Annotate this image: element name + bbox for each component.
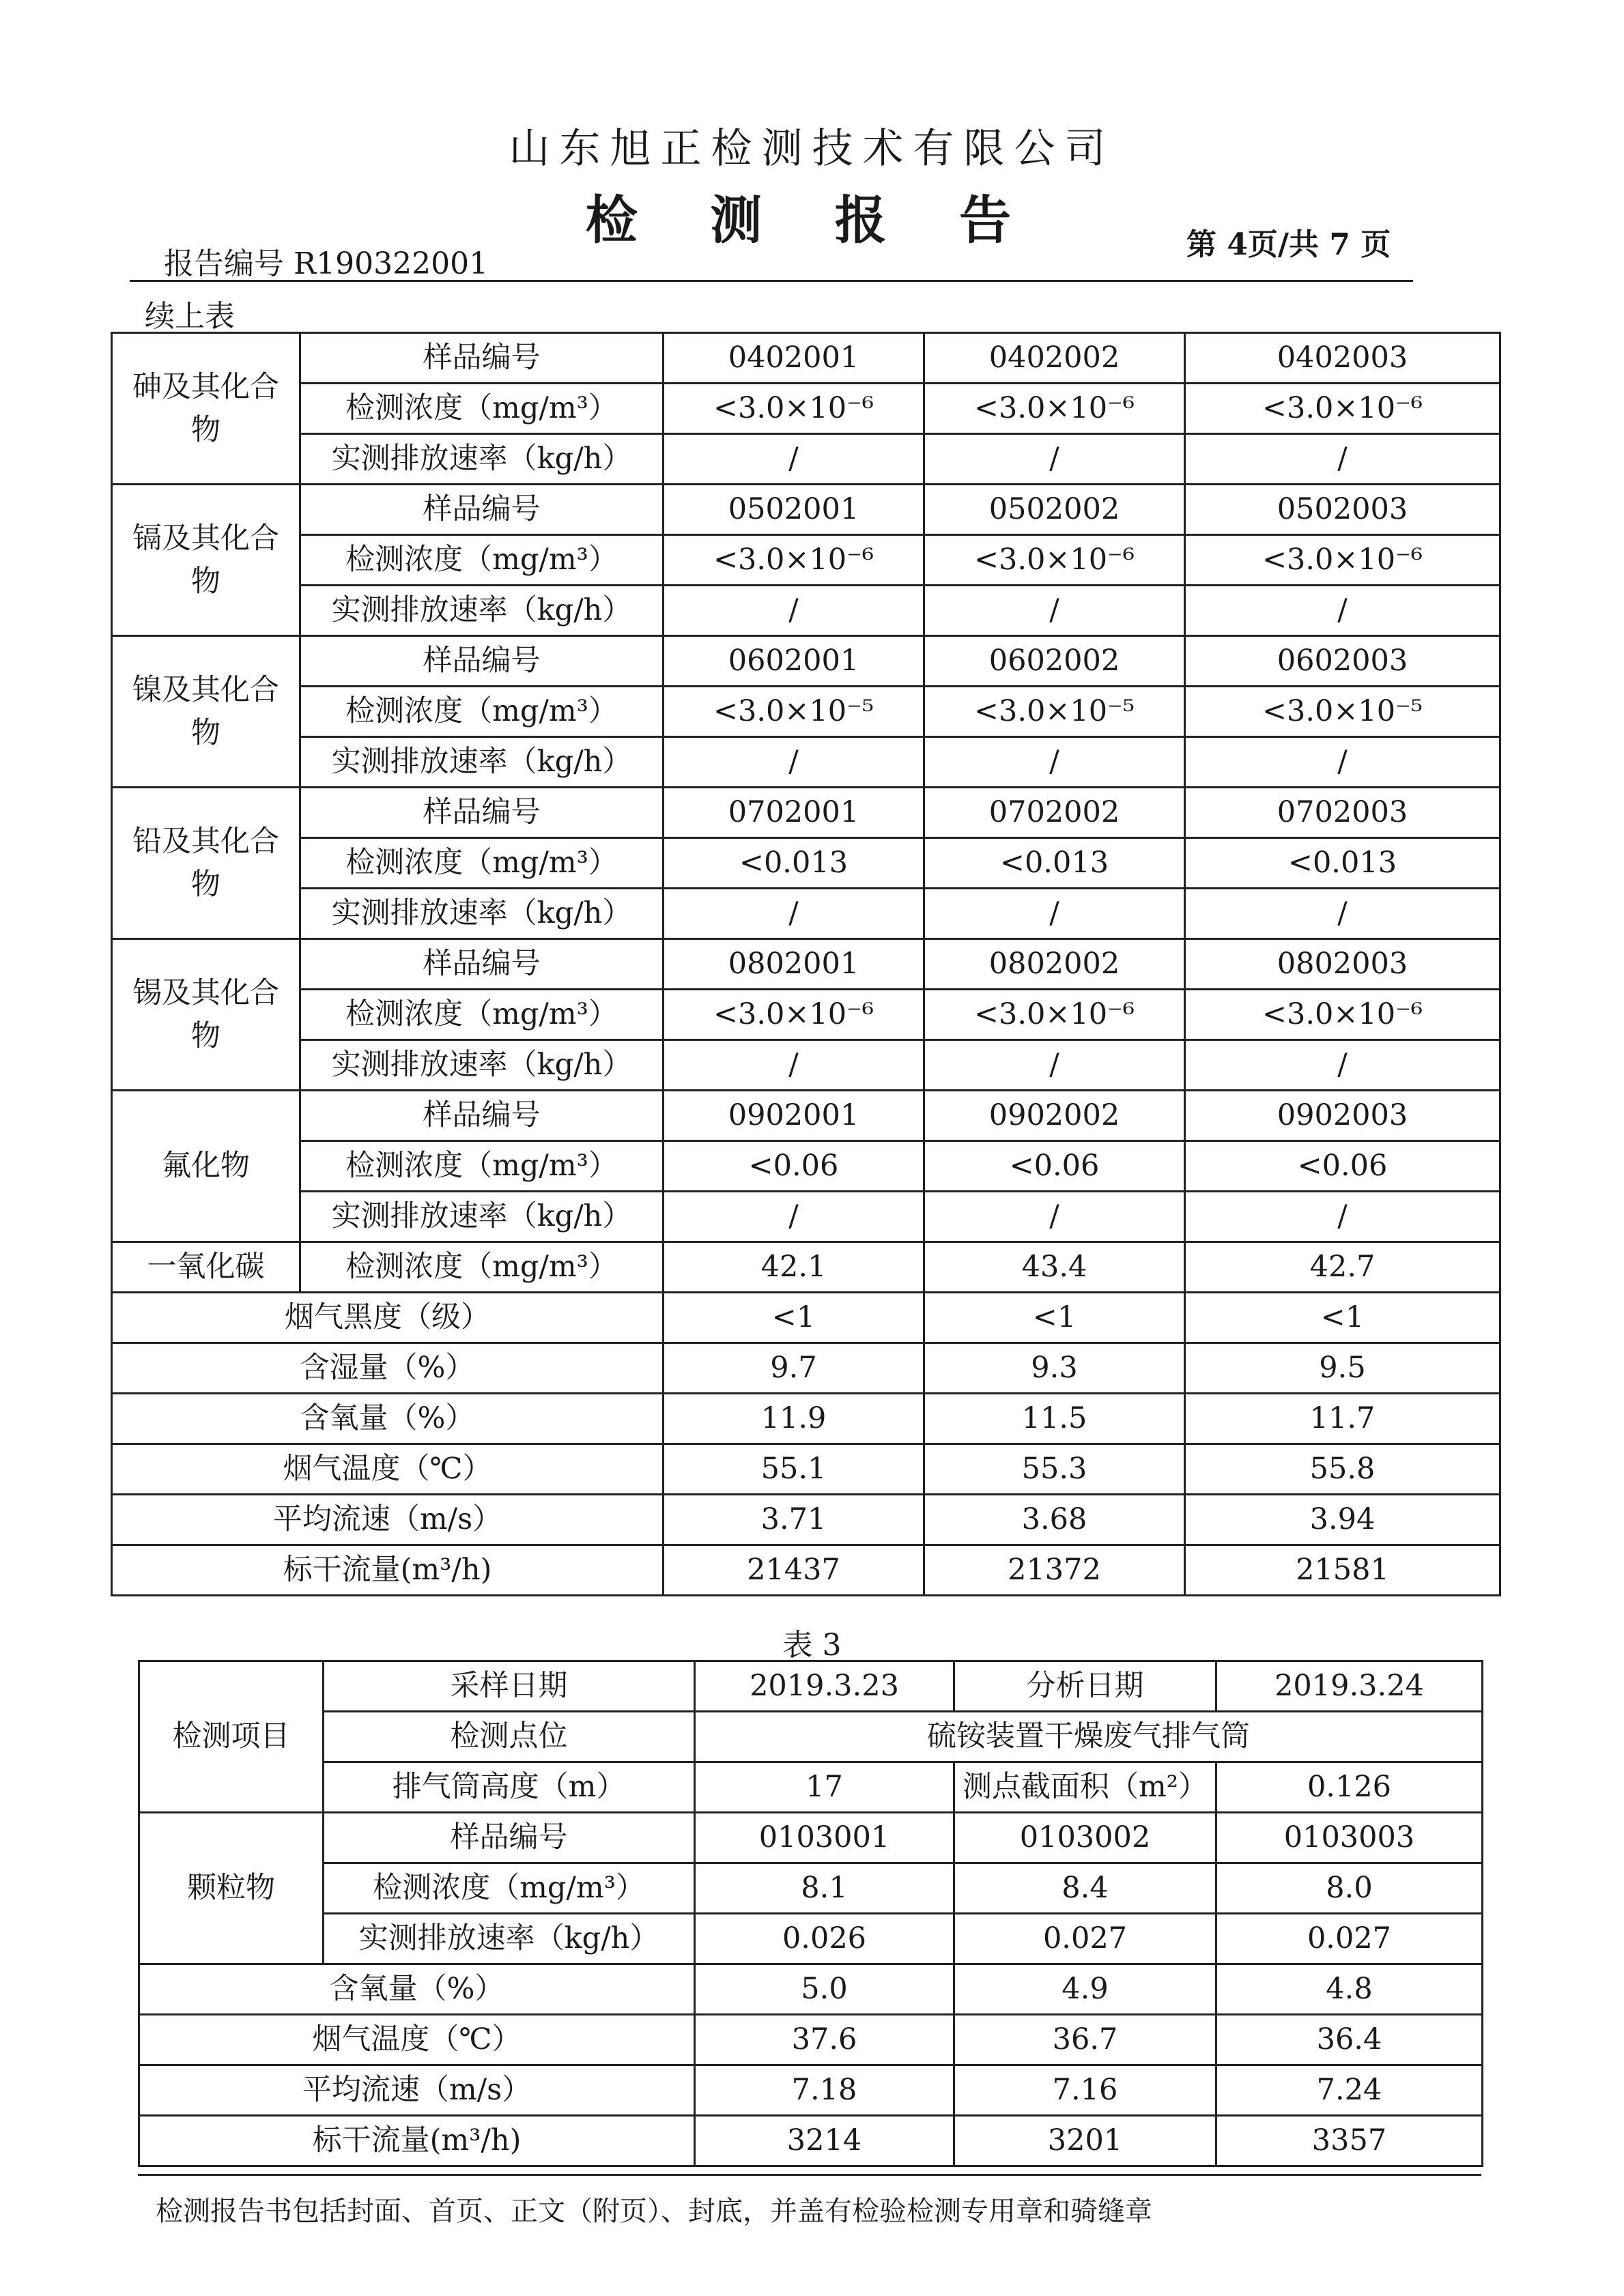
row-label: 检测浓度（mg/m³） [300,384,664,434]
row-label: 排气筒高度（m） [324,1762,695,1813]
cell-value: <0.013 [924,838,1185,889]
row-label: 样品编号 [300,939,664,990]
cell-value: 0.027 [954,1914,1216,1964]
cell-value: <0.013 [664,838,924,889]
cell-value: <3.0×10⁻⁶ [924,990,1185,1040]
table-row [112,737,1500,788]
cell-value: <1 [1185,1293,1500,1343]
cell-value: 0802003 [1185,939,1500,990]
table-row [139,1863,1483,1914]
cell-value: 0902002 [924,1091,1185,1141]
cell-value: / [664,1192,924,1242]
pollutant-name: 镉及其化合物 [112,485,300,636]
table-row [112,1040,1500,1091]
row-label: 实测排放速率（kg/h） [300,737,664,788]
row-label: 采样日期 [324,1661,695,1712]
table-row [139,1964,1483,2015]
cell-value: <3.0×10⁻⁶ [1185,535,1500,586]
row-label: 实测排放速率（kg/h） [300,1040,664,1091]
sampling-location: 硫铵装置干燥废气排气筒 [695,1712,1483,1762]
cell-value: 0502001 [664,485,924,535]
cell-value: / [664,586,924,636]
cell-value: 0.026 [695,1914,954,1964]
cell-value: <3.0×10⁻⁶ [664,990,924,1040]
cell-value: / [924,737,1185,788]
row-label: 含湿量（%） [112,1343,664,1394]
cell-value: 0602002 [924,636,1185,687]
cell-value: <3.0×10⁻⁵ [924,687,1185,737]
pollutant-name: 铅及其化合物 [112,788,300,939]
row-label: 样品编号 [300,788,664,838]
cell-value: 0402001 [664,333,924,384]
row-label: 检测浓度（mg/m³） [324,1863,695,1914]
row-label: 烟气温度（℃） [139,2015,695,2065]
cell-value: 4.9 [954,1964,1216,2015]
cell-value: / [924,586,1185,636]
cell-value: <3.0×10⁻⁶ [1185,384,1500,434]
cell-value: <0.06 [664,1141,924,1192]
table-row [112,1495,1500,1545]
cell-value: <3.0×10⁻⁵ [664,687,924,737]
cell-value: 7.16 [954,2065,1216,2116]
cell-value: <1 [664,1293,924,1343]
table-row [139,1661,1483,1712]
cross-section-area: 0.126 [1216,1762,1483,1813]
table-row [139,1762,1483,1813]
cell-value: 8.1 [695,1863,954,1914]
row-label: 样品编号 [324,1813,695,1863]
pollutant-name: 镍及其化合物 [112,636,300,788]
cell-value: 0602003 [1185,636,1500,687]
pollutant-name: 颗粒物 [139,1813,324,1964]
cell-value: 42.1 [664,1242,924,1293]
cell-value: / [1185,1040,1500,1091]
table-row [112,889,1500,939]
cell-value: 0802002 [924,939,1185,990]
report-number: 报告编号 R190322001 [164,246,489,281]
cell-value: 3201 [954,2116,1216,2166]
cell-value: 11.5 [924,1394,1185,1444]
cell-value: 43.4 [924,1242,1185,1293]
cell-value: / [924,1040,1185,1091]
cell-value: 0103003 [1216,1813,1483,1863]
row-label: 标干流量(m³/h) [139,2116,695,2166]
table3-caption: 表 3 [782,1628,842,1663]
table-row [139,1712,1483,1762]
cell-value: <3.0×10⁻⁶ [924,535,1185,586]
row-label: 实测排放速率（kg/h） [324,1914,695,1964]
cell-value: <3.0×10⁻⁵ [1185,687,1500,737]
cell-value: / [924,1192,1185,1242]
row-label: 烟气温度（℃） [112,1444,664,1495]
row-label: 含氧量（%） [139,1964,695,2015]
cell-value: 9.3 [924,1343,1185,1394]
row-label: 检测浓度（mg/m³） [300,687,664,737]
table-row [112,1545,1500,1596]
cell-value: 42.7 [1185,1242,1500,1293]
table-row [112,434,1500,485]
cell-value: 3357 [1216,2116,1483,2166]
pollutant-name: 氟化物 [112,1091,300,1242]
cell-value: 11.9 [664,1394,924,1444]
cell-value: <3.0×10⁻⁶ [1185,990,1500,1040]
row-label: 样品编号 [300,333,664,384]
table-row [112,939,1500,990]
table-row [112,1192,1500,1242]
cell-value: / [664,737,924,788]
table-row [112,1394,1500,1444]
page-number: 第 4页/共 7 页 [1186,227,1391,262]
cell-value: / [1185,889,1500,939]
report-title: 检 测 报 告 [585,190,1039,250]
cell-value: 4.8 [1216,1964,1483,2015]
results-table-3 [138,1660,1483,2167]
cell-value: 8.4 [954,1863,1216,1914]
cell-value: 0402003 [1185,333,1500,384]
cell-value: 3.68 [924,1495,1185,1545]
continued-label: 续上表 [145,299,235,334]
row-label: 检测浓度（mg/m³） [300,838,664,889]
cell-value: 0702002 [924,788,1185,838]
cell-value: 9.5 [1185,1343,1500,1394]
table-row [139,1914,1483,1964]
cell-value: <0.013 [1185,838,1500,889]
cell-value: 0902001 [664,1091,924,1141]
cell-value: 0402002 [924,333,1185,384]
row-label: 检测浓度（mg/m³） [300,990,664,1040]
header-rule [130,280,1413,282]
row-label: 测点截面积（m²） [954,1762,1216,1813]
pollutant-name: 砷及其化合物 [112,333,300,485]
company-name: 山东旭正检测技术有限公司 [509,125,1115,173]
cell-value: 55.3 [924,1444,1185,1495]
table-row [112,687,1500,737]
cell-value: <3.0×10⁻⁶ [664,384,924,434]
row-label: 样品编号 [300,485,664,535]
row-label: 实测排放速率（kg/h） [300,1192,664,1242]
table-row [112,1141,1500,1192]
cell-value: 7.24 [1216,2065,1483,2116]
cell-value: 0.027 [1216,1914,1483,1964]
cell-value: / [664,1040,924,1091]
row-label: 样品编号 [300,1091,664,1141]
table-row [112,1444,1500,1495]
cell-value: 3214 [695,2116,954,2166]
cell-value: 21372 [924,1545,1185,1596]
row-label: 检测浓度（mg/m³） [300,1141,664,1192]
table-row [112,838,1500,889]
cell-value: 7.18 [695,2065,954,2116]
table-row [139,2116,1483,2166]
table-row [112,636,1500,687]
pollutant-name: 一氧化碳 [112,1242,300,1293]
cell-value: 0902003 [1185,1091,1500,1141]
table-row [139,2065,1483,2116]
footer-rule [138,2174,1481,2176]
pollutant-name: 锡及其化合物 [112,939,300,1091]
cell-value: 0802001 [664,939,924,990]
cell-value: / [664,889,924,939]
row-label: 烟气黑度（级） [112,1293,664,1343]
cell-value: 9.7 [664,1343,924,1394]
analysis-date: 2019.3.24 [1216,1661,1483,1712]
table-row [112,1242,1500,1293]
cell-value: <3.0×10⁻⁶ [664,535,924,586]
cell-value: / [1185,737,1500,788]
cell-value: 21437 [664,1545,924,1596]
cell-value: / [924,889,1185,939]
cell-value: 3.71 [664,1495,924,1545]
row-label: 样品编号 [300,636,664,687]
cell-value: / [1185,434,1500,485]
table-row [112,333,1500,384]
table-row [112,586,1500,636]
table-row [112,384,1500,434]
cell-value: 36.4 [1216,2015,1483,2065]
table-row [139,1813,1483,1863]
row-label: 平均流速（m/s） [139,2065,695,2116]
row-label: 平均流速（m/s） [112,1495,664,1545]
cell-value: 36.7 [954,2015,1216,2065]
cell-value: 0103002 [954,1813,1216,1863]
cell-value: 0702003 [1185,788,1500,838]
footer-note: 检测报告书包括封面、首页、正文（附页）、封底，并盖有检验检测专用章和骑缝章 [156,2196,1152,2227]
cell-value: / [1185,586,1500,636]
row-label: 标干流量(m³/h) [112,1545,664,1596]
group-label: 检测项目 [139,1661,324,1813]
cell-value: 0103001 [695,1813,954,1863]
cell-value: 3.94 [1185,1495,1500,1545]
cell-value: 0702001 [664,788,924,838]
cell-value: 0502002 [924,485,1185,535]
cell-value: <1 [924,1293,1185,1343]
table-row [112,990,1500,1040]
row-label: 检测点位 [324,1712,695,1762]
cell-value: 37.6 [695,2015,954,2065]
table-row [112,1343,1500,1394]
cell-value: 0502003 [1185,485,1500,535]
cell-value: 5.0 [695,1964,954,2015]
cell-value: <0.06 [1185,1141,1500,1192]
cell-value: / [664,434,924,485]
table-row [112,1091,1500,1141]
cell-value: 0602001 [664,636,924,687]
cell-value: / [924,434,1185,485]
table-row [139,2015,1483,2065]
row-label: 分析日期 [954,1661,1216,1712]
cell-value: 8.0 [1216,1863,1483,1914]
results-table-continued [111,332,1501,1596]
row-label: 检测浓度（mg/m³） [300,535,664,586]
cell-value: <0.06 [924,1141,1185,1192]
row-label: 实测排放速率（kg/h） [300,586,664,636]
table-row [112,1293,1500,1343]
cell-value: 21581 [1185,1545,1500,1596]
row-label: 实测排放速率（kg/h） [300,889,664,939]
cell-value: 11.7 [1185,1394,1500,1444]
cell-value: <3.0×10⁻⁶ [924,384,1185,434]
table-row [112,535,1500,586]
stack-height: 17 [695,1762,954,1813]
row-label: 检测浓度（mg/m³） [300,1242,664,1293]
row-label: 实测排放速率（kg/h） [300,434,664,485]
table-row [112,485,1500,535]
cell-value: 55.1 [664,1444,924,1495]
row-label: 含氧量（%） [112,1394,664,1444]
cell-value: 55.8 [1185,1444,1500,1495]
table-row [112,788,1500,838]
sampling-date: 2019.3.23 [695,1661,954,1712]
cell-value: / [1185,1192,1500,1242]
